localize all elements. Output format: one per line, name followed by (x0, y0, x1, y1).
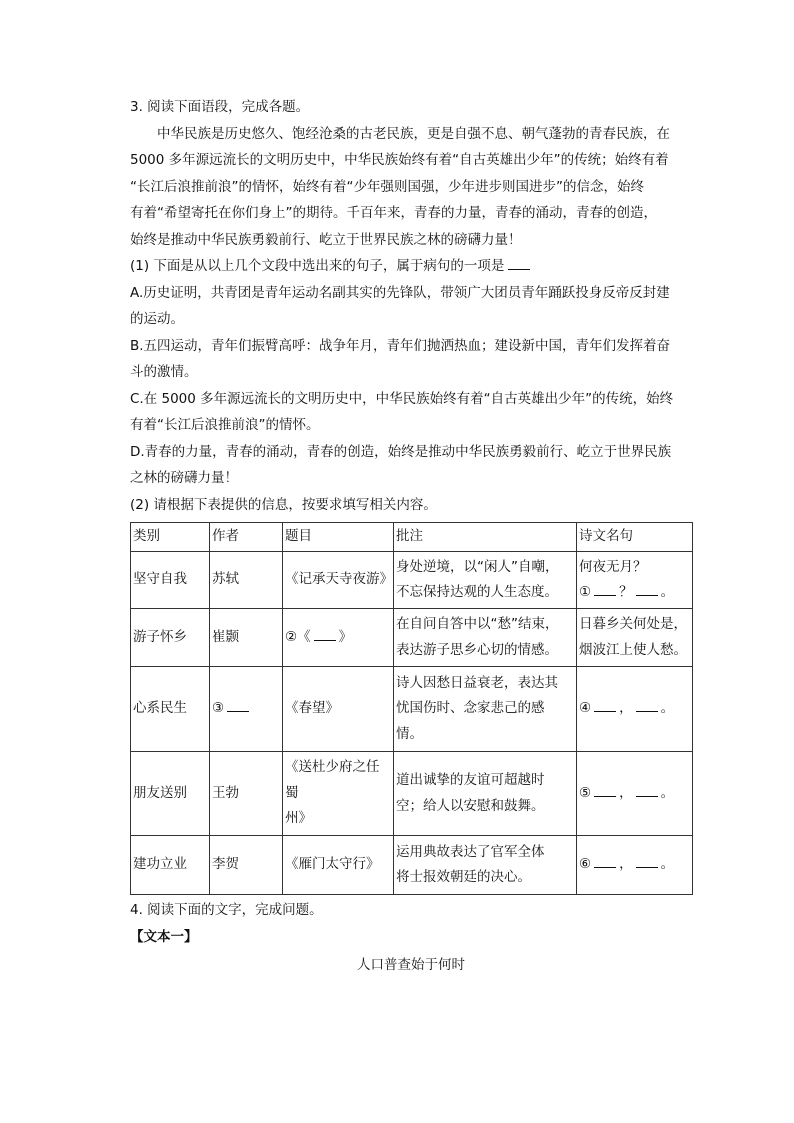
quote-cell: 何夜无月？ ① ？ 。 (577, 552, 693, 609)
content-area (130, 94, 692, 979)
section-label: 【文本一】 (130, 928, 198, 945)
passage-line: 5000 多年源远流长的文明历史中，中华民族始终有着“自古英雄出少年”的传统；始终有着 (130, 152, 669, 168)
answer-blank[interactable] (594, 853, 616, 868)
title-cell: 《春望》 (283, 667, 394, 752)
quote-cell: ④ ， 。 (577, 667, 693, 752)
header-cell: 题目 (283, 523, 394, 552)
passage-line: “长江后浪推前浪”的情怀，始终有着“少年强则国强，少年进步则国进步”的信念，始终 (130, 178, 644, 195)
author-cell: 王勃 (210, 752, 283, 836)
title-cell: 《送杜少府之任 蜀 州》 (283, 752, 394, 836)
author-cell: ③ (210, 667, 283, 752)
option-a-line2: 的运动。 (130, 311, 184, 327)
category-cell: 心系民生 (131, 667, 210, 752)
header-cell: 诗文名句 (577, 523, 693, 552)
passage-line: 始终是推动中华民族勇毅前行、屹立于世界民族之林的磅礴力量！ (130, 231, 522, 248)
header-cell: 作者 (210, 523, 283, 552)
note-cell: 运用典故表达了官军全体 将士报效朝廷的决心。 (394, 836, 577, 895)
option-c-line1: C.在 5000 多年源远流长的文明历史中，中华民族始终有着“自古英雄出少年”的传统，始终 (130, 390, 674, 407)
header-cell: 批注 (394, 523, 577, 552)
answer-blank[interactable] (594, 782, 616, 797)
note-cell: 在自问自答中以“愁”结束， 表达游子思乡心切的情感。 (394, 609, 577, 667)
passage-line: 中华民族是历史悠久、饱经沧桑的古老民族，更是自强不息、朝气蓬勃的青春民族，在 (157, 125, 670, 142)
title-cell: 《记承天寺夜游》 (283, 552, 394, 609)
note-cell: 身处逆境，以“闲人”自嘲， 不忘保持达观的人生态度。 (394, 552, 577, 609)
passage-line: 有着“希望寄托在你们身上”的期待。千百年来，青春的力量，青春的涌动，青春的创造， (130, 205, 657, 221)
answer-blank[interactable] (594, 697, 616, 712)
title-cell: ②《 》 (283, 609, 394, 667)
author-cell: 苏轼 (210, 552, 283, 609)
poetry-info-table (130, 522, 693, 895)
note-cell: 诗人因愁日益衰老，表达其 忧国伤时、念家悲己的感 情。 (394, 667, 577, 752)
answer-blank[interactable] (636, 581, 658, 596)
answer-blank[interactable] (314, 626, 336, 641)
option-c-line2: 有着“长江后浪推前浪”的情怀。 (130, 417, 320, 433)
table-row (131, 836, 693, 895)
header-cell: 类别 (131, 523, 210, 552)
table-row (131, 752, 693, 836)
table-row (131, 609, 693, 667)
category-cell: 建功立业 (131, 836, 210, 895)
option-b-line1: B.五四运动，青年们振臂高呼：战争年月，青年们抛洒热血；建设新中国，青年们发挥着奋 (130, 337, 671, 354)
author-cell: 李贺 (210, 836, 283, 895)
category-cell: 游子怀乡 (131, 609, 210, 667)
table-row (131, 552, 693, 609)
sub-question-2-prompt: (2) 请根据下表提供的信息，按要求填写相关内容。 (130, 496, 437, 513)
option-b-line2: 斗的激情。 (130, 364, 198, 380)
question-4-heading: 4. 阅读下面的文字，完成问题。 (130, 902, 323, 918)
table-row (131, 667, 693, 752)
option-d-line1: D.青春的力量，青春的涌动，青春的创造，始终是推动中华民族勇毅前行、屹立于世界民族 (130, 443, 672, 460)
answer-blank[interactable] (594, 581, 616, 596)
title-cell: 《雁门太守行》 (283, 836, 394, 895)
option-d-line2: 之林的磅礴力量！ (130, 470, 238, 486)
category-cell: 朋友送别 (131, 752, 210, 836)
article-title: 人口普查始于何时 (357, 957, 465, 973)
sub-question-1-prompt: (1) 下面是从以上几个文段中选出来的句子，属于病句的一项是 (130, 258, 505, 274)
answer-blank[interactable] (636, 853, 658, 868)
note-cell: 道出诚挚的友谊可超越时 空；给人以安慰和鼓舞。 (394, 752, 577, 836)
answer-blank[interactable] (636, 782, 658, 797)
quote-cell: ⑥ ， 。 (577, 836, 693, 895)
category-cell: 坚守自我 (131, 552, 210, 609)
table-header-row (131, 523, 693, 552)
quote-cell: ⑤ ， 。 (577, 752, 693, 836)
quote-cell: 日暮乡关何处是， 烟波江上使人愁。 (577, 609, 693, 667)
answer-blank[interactable] (227, 697, 249, 712)
answer-blank[interactable] (508, 255, 530, 270)
question-3-heading: 3. 阅读下面语段，完成各题。 (130, 99, 310, 115)
answer-blank[interactable] (636, 697, 658, 712)
sub-question-1 (130, 253, 692, 280)
option-a-line1: A.历史证明，共青团是青年运动名副其实的先锋队，带领广大团员青年踊跃投身反帝反封建 (130, 284, 670, 301)
author-cell: 崔颢 (210, 609, 283, 667)
